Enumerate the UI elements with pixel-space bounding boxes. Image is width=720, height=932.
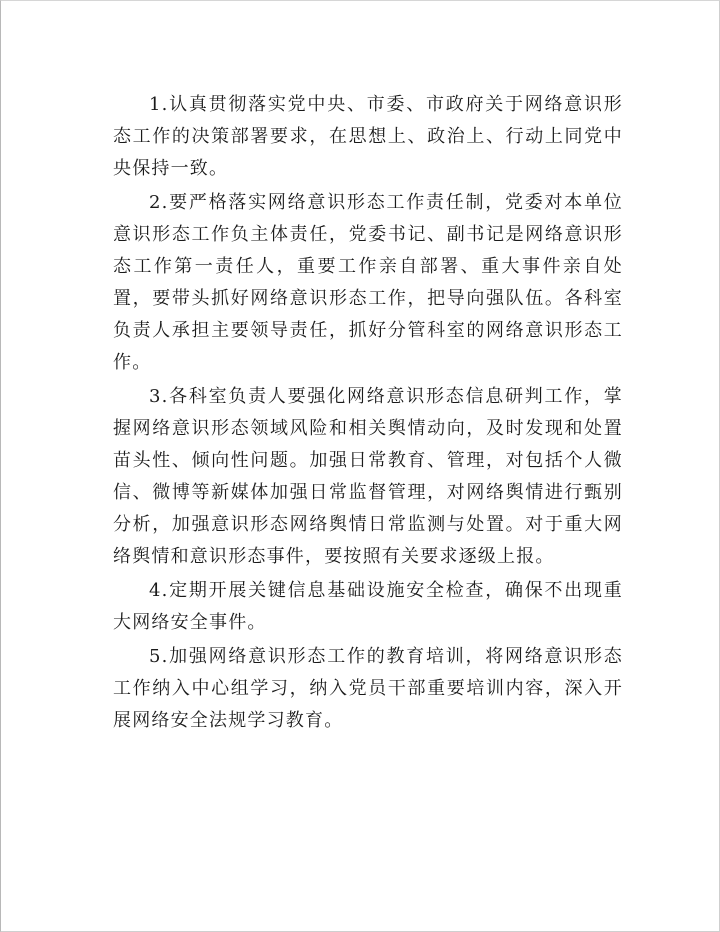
paragraph-item-2: 2.要严格落实网络意识形态工作责任制，党委对本单位意识形态工作负主体责任，党委书记、副书记是网络意识形态工作第一责任人，重要工作亲自部署、重大事件亲自处置，要带头抓好网络意识形态工作，把导向强队伍。各科室负责人承担主要领导责任，抓好分管科室的网络意识形态工作。 [113,192,623,373]
paragraph-item-1: 1.认真贯彻落实党中央、市委、市政府关于网络意识形态工作的决策部署要求，在思想上、政治上、行动上同党中央保持一致。 [113,94,623,179]
paragraph-item-5: 5.加强网络意识形态工作的教育培训，将网络意识形态工作纳入中心组学习，纳入党员干部重要培训内容，深入开展网络安全法规学习教育。 [113,646,623,731]
paragraph-item-3: 3.各科室负责人要强化网络意识形态信息研判工作，掌握网络意识形态领域风险和相关舆情动向，及时发现和处置苗头性、倾向性问题。加强日常教育、管理，对包括个人微信、微博等新媒体加强日常监督管理，对网络舆情进行甄别分析，加强意识形态网络舆情日常监测与处置。对于重大网络舆情和意识形态事件，要按照有关要求逐级上报。 [113,386,623,567]
document-body [113,89,623,739]
paragraph-item-4: 4.定期开展关键信息基础设施安全检查，确保不出现重大网络安全事件。 [113,580,623,633]
